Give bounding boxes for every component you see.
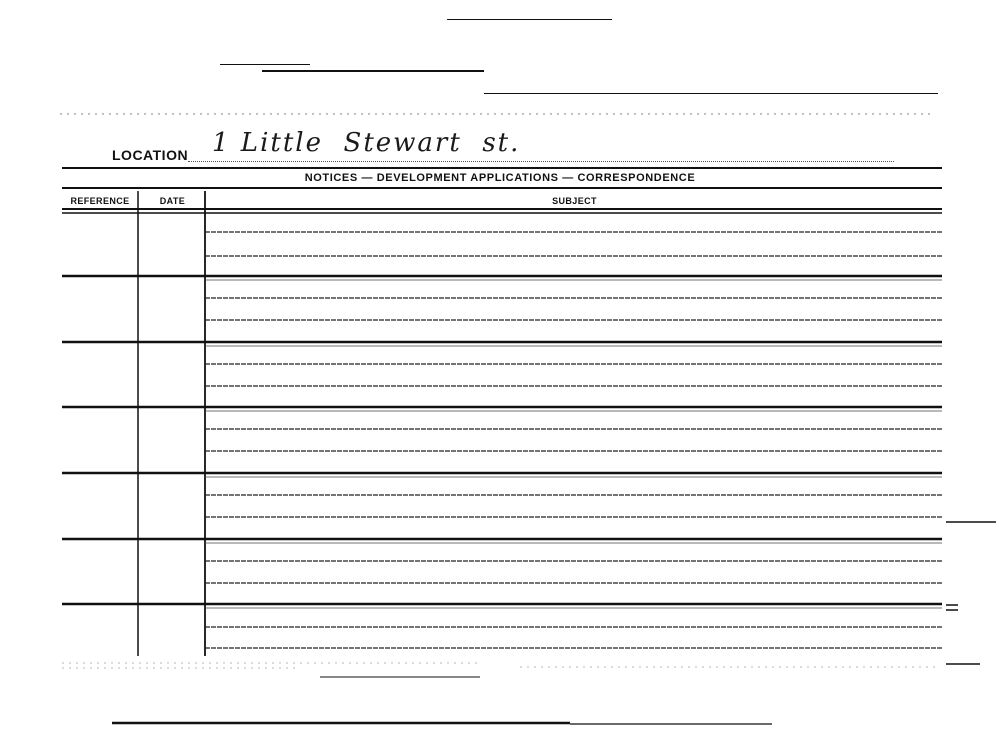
location-label: LOCATION: [112, 147, 189, 163]
location-handwritten-value: 1 Little Stewart st.: [212, 128, 521, 158]
column-header-date: DATE: [159, 196, 186, 206]
column-header-subject: SUBJECT: [552, 196, 597, 206]
column-header-reference: REFERENCE: [70, 196, 130, 206]
form-banner-title: NOTICES — DEVELOPMENT APPLICATIONS — CORRESPONDENCE: [304, 172, 696, 184]
